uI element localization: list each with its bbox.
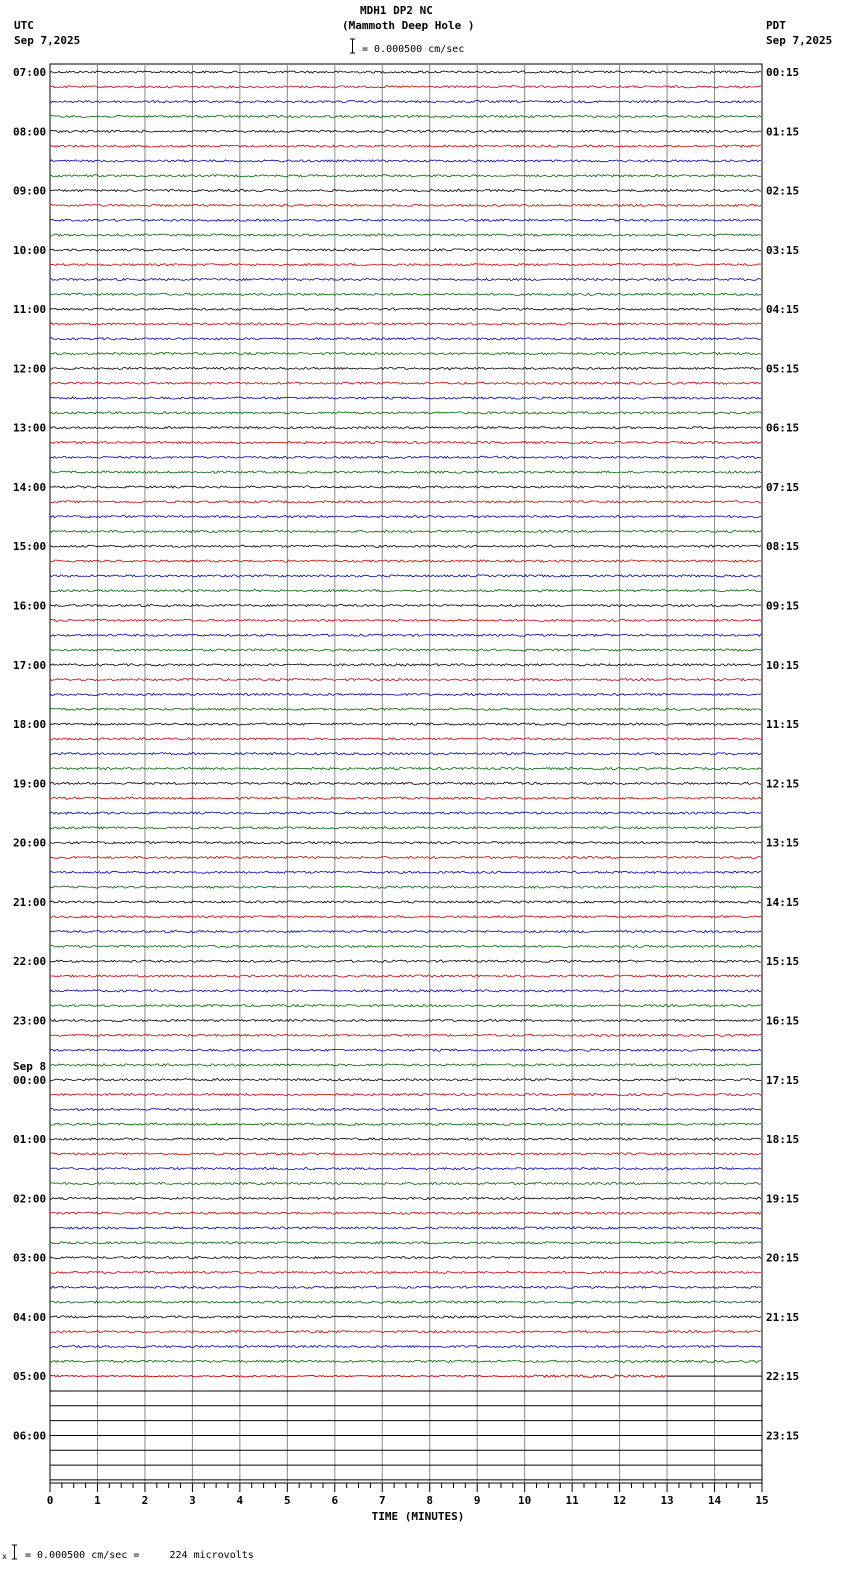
pdt-label: PDT	[766, 19, 786, 32]
seismic-trace	[50, 975, 761, 977]
left-hour-label: 06:00	[13, 1429, 47, 1443]
x-axis-label: TIME (MINUTES)	[371, 1510, 465, 1523]
seismic-trace	[50, 604, 761, 606]
seismic-trace	[50, 219, 761, 221]
seismic-trace	[50, 1168, 761, 1170]
seismic-trace	[50, 827, 761, 829]
left-hour-label: 15:00	[13, 540, 47, 554]
seismic-trace	[50, 1242, 761, 1244]
seismic-trace	[50, 1153, 761, 1155]
left-hour-label: 12:00	[13, 362, 47, 376]
seismic-trace	[50, 886, 761, 888]
seismic-trace	[50, 1005, 761, 1007]
seismic-trace	[50, 471, 761, 473]
seismic-trace	[50, 1301, 761, 1303]
seismic-trace	[50, 1212, 761, 1214]
left-hour-label: 02:00	[13, 1192, 47, 1206]
x-tick-label: 15	[755, 1494, 769, 1507]
x-tick-label: 7	[378, 1494, 386, 1507]
left-hour-label: 08:00	[13, 125, 47, 139]
seismic-trace	[50, 367, 761, 369]
x-tick-label: 8	[426, 1494, 434, 1507]
seismic-trace	[50, 1197, 761, 1199]
right-hour-label: 21:15	[766, 1310, 800, 1324]
seismic-trace-partial	[50, 1375, 667, 1378]
seismic-trace	[50, 575, 761, 577]
right-hour-label: 20:15	[766, 1251, 800, 1265]
right-hour-label: 11:15	[766, 718, 800, 732]
x-tick-label: 6	[331, 1494, 339, 1507]
seismic-trace	[50, 767, 761, 769]
right-hour-label: 12:15	[766, 777, 800, 791]
seismic-trace	[50, 753, 761, 755]
seismic-trace	[50, 590, 761, 592]
seismic-trace	[50, 1108, 761, 1110]
left-hour-label: 01:00	[13, 1133, 47, 1147]
pdt-date: Sep 7,2025	[766, 34, 833, 47]
seismic-trace	[50, 560, 761, 562]
seismic-trace	[50, 397, 761, 399]
left-hour-label: 09:00	[13, 184, 47, 198]
seismic-trace	[50, 353, 761, 355]
seismic-trace	[50, 990, 761, 992]
seismic-trace	[50, 797, 761, 799]
utc-date: Sep 7,2025	[14, 34, 81, 47]
seismic-trace	[50, 1316, 761, 1318]
x-tick-label: 14	[707, 1494, 722, 1507]
seismic-trace	[50, 1079, 761, 1081]
left-hour-label: 17:00	[13, 658, 47, 672]
seismic-trace	[50, 1271, 761, 1273]
right-hour-label: 10:15	[766, 658, 800, 672]
seismic-trace	[50, 486, 761, 488]
seismic-trace	[50, 1064, 761, 1066]
right-hour-label: 03:15	[766, 243, 800, 257]
seismic-trace	[50, 441, 761, 443]
seismic-trace	[50, 1331, 761, 1333]
seismic-trace	[50, 101, 761, 103]
station-location: (Mammoth Deep Hole )	[342, 19, 475, 32]
right-hour-label: 01:15	[766, 125, 800, 139]
seismic-trace	[50, 338, 761, 340]
seismic-trace	[50, 679, 761, 681]
right-hour-label: 05:15	[766, 362, 800, 376]
x-tick-label: 4	[236, 1494, 244, 1507]
right-hour-label: 02:15	[766, 184, 800, 198]
seismic-trace	[50, 204, 761, 206]
seismic-trace	[50, 856, 761, 858]
seismic-trace	[50, 871, 761, 873]
seismic-trace	[50, 931, 761, 933]
seismic-trace	[50, 782, 761, 784]
left-hour-label: 16:00	[13, 599, 47, 613]
seismic-trace	[50, 664, 761, 666]
footer-scale-note: = 0.000500 cm/sec = 224 microvolts	[25, 1550, 254, 1561]
x-tick-label: 11	[565, 1494, 579, 1507]
seismic-trace	[50, 160, 761, 162]
right-hour-label: 17:15	[766, 1073, 800, 1087]
right-hour-label: 15:15	[766, 955, 800, 969]
station-title: MDH1 DP2 NC	[360, 4, 433, 17]
left-hour-label: 21:00	[13, 895, 47, 909]
seismic-trace	[50, 293, 761, 295]
plot-frame	[50, 64, 762, 1483]
seismic-trace	[50, 1019, 761, 1021]
seismic-trace	[50, 412, 761, 414]
x-tick-label: 1	[94, 1494, 101, 1507]
seismic-trace	[50, 1257, 761, 1259]
left-hour-label: 20:00	[13, 836, 47, 850]
seismic-trace	[50, 530, 761, 532]
seismic-trace	[50, 1123, 761, 1125]
seismic-trace	[50, 115, 761, 117]
seismic-trace	[50, 708, 761, 710]
right-hour-label: 06:15	[766, 421, 800, 435]
seismic-trace	[50, 1286, 761, 1288]
seismic-trace	[50, 427, 761, 429]
left-hour-label: 07:00	[13, 66, 47, 79]
seismic-trace	[50, 190, 761, 192]
left-hour-label: 03:00	[13, 1251, 47, 1265]
right-hour-label: 13:15	[766, 836, 800, 850]
right-hour-label: 07:15	[766, 480, 800, 494]
seismic-trace	[50, 249, 761, 251]
seismic-trace	[50, 945, 761, 947]
scale-label: = 0.000500 cm/sec	[362, 44, 465, 55]
seismic-trace	[50, 130, 761, 132]
seismic-trace	[50, 1182, 761, 1184]
seismic-trace	[50, 1345, 761, 1347]
right-hour-label: 04:15	[766, 303, 800, 317]
left-hour-label: 05:00	[13, 1370, 47, 1384]
seismic-trace	[50, 323, 761, 325]
seismic-trace	[50, 960, 761, 962]
right-hour-label: 22:15	[766, 1370, 800, 1384]
utc-label: UTC	[14, 19, 34, 32]
seismic-trace	[50, 916, 761, 918]
seismic-trace	[50, 619, 761, 621]
right-hour-label: 14:15	[766, 895, 800, 909]
left-hour-label: 14:00	[13, 480, 47, 494]
seismic-trace	[50, 545, 761, 547]
right-hour-label: 08:15	[766, 540, 800, 554]
seismic-trace	[50, 1227, 761, 1229]
seismic-trace	[50, 842, 761, 844]
x-tick-label: 2	[141, 1494, 149, 1507]
x-tick-label: 13	[660, 1494, 674, 1507]
seismic-trace	[50, 738, 761, 740]
seismic-trace	[50, 901, 761, 903]
seismic-trace	[50, 71, 761, 73]
right-hour-label: 23:15	[766, 1429, 800, 1443]
seismic-trace	[50, 501, 761, 503]
x-tick-label: 5	[284, 1494, 291, 1507]
footer-prefix: x	[2, 1552, 7, 1561]
seismic-trace	[50, 634, 761, 636]
seismic-trace	[50, 456, 761, 458]
x-tick-label: 3	[189, 1494, 196, 1507]
x-tick-label: 12	[612, 1494, 627, 1507]
seismic-trace	[50, 649, 761, 651]
seismic-trace	[50, 175, 761, 177]
x-tick-label: 0	[46, 1494, 54, 1507]
seismic-trace	[50, 264, 761, 266]
left-hour-label: 13:00	[13, 421, 47, 435]
seismic-trace	[50, 278, 761, 280]
x-tick-label: 10	[518, 1494, 532, 1507]
x-tick-label: 9	[473, 1494, 481, 1507]
seismic-trace	[50, 308, 761, 310]
seismic-trace	[50, 723, 761, 725]
right-hour-label: 16:15	[766, 1014, 800, 1028]
left-hour-label: 18:00	[13, 718, 47, 732]
right-hour-label: 00:15	[766, 66, 800, 79]
seismic-trace	[50, 1094, 761, 1096]
left-hour-label: 04:00	[13, 1310, 47, 1324]
left-hour-label: 00:00	[13, 1073, 47, 1087]
seismic-trace	[50, 516, 761, 518]
left-hour-label: 23:00	[13, 1014, 47, 1028]
left-hour-label: 10:00	[13, 243, 47, 257]
day-change-label: Sep 8	[13, 1059, 47, 1073]
seismic-trace	[50, 812, 761, 814]
left-hour-label: 22:00	[13, 955, 47, 969]
seismic-trace	[50, 86, 761, 88]
left-hour-label: 11:00	[13, 303, 47, 317]
right-hour-label: 18:15	[766, 1133, 800, 1147]
footer-scale-icon	[11, 1544, 18, 1560]
seismic-trace	[50, 1138, 761, 1140]
seismic-trace	[50, 234, 761, 236]
seismic-trace	[50, 1034, 761, 1036]
seismic-trace	[50, 1049, 761, 1051]
seismic-trace	[50, 693, 761, 695]
right-hour-label: 09:15	[766, 599, 800, 613]
right-hour-label: 19:15	[766, 1192, 800, 1206]
seismic-trace	[50, 1360, 761, 1362]
seismic-trace	[50, 145, 761, 147]
left-hour-label: 19:00	[13, 777, 47, 791]
seismic-trace	[50, 382, 761, 384]
